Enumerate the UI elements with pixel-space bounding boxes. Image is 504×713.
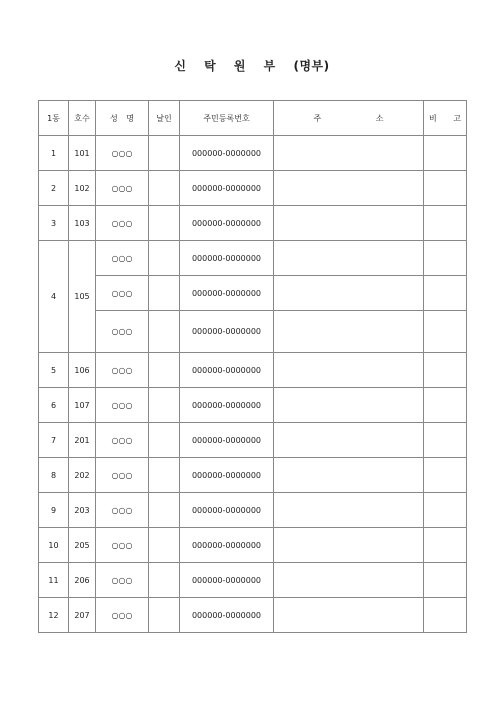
member-name: ○○○ — [96, 528, 149, 563]
header-id-number: 주민등록번호 — [180, 101, 274, 136]
seal-cell — [149, 563, 180, 598]
seal-cell — [149, 276, 180, 311]
member-name: ○○○ — [96, 563, 149, 598]
document-title: 신 탁 원 부 (명부) — [174, 59, 330, 73]
note-cell — [424, 276, 467, 311]
table-row — [39, 136, 467, 171]
header-address: 주 소 — [274, 101, 424, 136]
id-number: 000000-0000000 — [180, 353, 274, 388]
row-index: 11 — [39, 563, 69, 598]
member-name: ○○○ — [96, 458, 149, 493]
seal-cell — [149, 241, 180, 276]
table-row — [39, 458, 467, 493]
seal-cell — [149, 388, 180, 423]
unit-number: 206 — [69, 563, 96, 598]
address-cell — [274, 423, 424, 458]
id-number: 000000-0000000 — [180, 458, 274, 493]
member-name: ○○○ — [96, 241, 149, 276]
note-cell — [424, 598, 467, 633]
note-cell — [424, 171, 467, 206]
seal-cell — [149, 423, 180, 458]
table-row — [39, 276, 467, 311]
seal-cell — [149, 136, 180, 171]
address-cell — [274, 458, 424, 493]
address-cell — [274, 598, 424, 633]
address-cell — [274, 206, 424, 241]
header-name: 성 명 — [96, 101, 149, 136]
id-number: 000000-0000000 — [180, 388, 274, 423]
id-number: 000000-0000000 — [180, 493, 274, 528]
row-index: 1 — [39, 136, 69, 171]
member-name: ○○○ — [96, 276, 149, 311]
unit-number: 102 — [69, 171, 96, 206]
note-cell — [424, 493, 467, 528]
seal-cell — [149, 171, 180, 206]
row-index: 2 — [39, 171, 69, 206]
table-row — [39, 423, 467, 458]
header-seal: 날인 — [149, 101, 180, 136]
address-cell — [274, 241, 424, 276]
note-cell — [424, 563, 467, 598]
table-row — [39, 171, 467, 206]
unit-number: 202 — [69, 458, 96, 493]
table-row — [39, 563, 467, 598]
member-name: ○○○ — [96, 388, 149, 423]
member-name: ○○○ — [96, 423, 149, 458]
header-unit: 호수 — [69, 101, 96, 136]
address-cell — [274, 563, 424, 598]
table-row — [39, 493, 467, 528]
unit-number: 103 — [69, 206, 96, 241]
member-name: ○○○ — [96, 493, 149, 528]
address-cell — [274, 276, 424, 311]
member-name: ○○○ — [96, 311, 149, 353]
note-cell — [424, 353, 467, 388]
member-name: ○○○ — [96, 171, 149, 206]
member-name: ○○○ — [96, 206, 149, 241]
trust-register-table — [38, 100, 467, 633]
row-index: 7 — [39, 423, 69, 458]
row-index: 10 — [39, 528, 69, 563]
id-number: 000000-0000000 — [180, 423, 274, 458]
table-row — [39, 528, 467, 563]
id-number: 000000-0000000 — [180, 311, 274, 353]
unit-number: 106 — [69, 353, 96, 388]
seal-cell — [149, 311, 180, 353]
table-row — [39, 353, 467, 388]
address-cell — [274, 528, 424, 563]
address-cell — [274, 353, 424, 388]
row-index: 8 — [39, 458, 69, 493]
seal-cell — [149, 493, 180, 528]
table-row — [39, 311, 467, 353]
id-number: 000000-0000000 — [180, 136, 274, 171]
table-row — [39, 598, 467, 633]
row-index: 9 — [39, 493, 69, 528]
id-number: 000000-0000000 — [180, 598, 274, 633]
seal-cell — [149, 598, 180, 633]
table-row — [39, 206, 467, 241]
id-number: 000000-0000000 — [180, 171, 274, 206]
header-index: 1동 — [39, 101, 69, 136]
note-cell — [424, 241, 467, 276]
note-cell — [424, 423, 467, 458]
row-index: 12 — [39, 598, 69, 633]
unit-number: 207 — [69, 598, 96, 633]
header-row — [39, 101, 467, 136]
id-number: 000000-0000000 — [180, 206, 274, 241]
unit-number: 205 — [69, 528, 96, 563]
unit-number: 201 — [69, 423, 96, 458]
unit-number: 203 — [69, 493, 96, 528]
seal-cell — [149, 353, 180, 388]
id-number: 000000-0000000 — [180, 528, 274, 563]
note-cell — [424, 311, 467, 353]
id-number: 000000-0000000 — [180, 276, 274, 311]
seal-cell — [149, 528, 180, 563]
id-number: 000000-0000000 — [180, 563, 274, 598]
row-index: 4 — [39, 241, 69, 353]
address-cell — [274, 136, 424, 171]
note-cell — [424, 136, 467, 171]
unit-number: 105 — [69, 241, 96, 353]
seal-cell — [149, 458, 180, 493]
address-cell — [274, 388, 424, 423]
member-name: ○○○ — [96, 136, 149, 171]
unit-number: 101 — [69, 136, 96, 171]
table-row — [39, 388, 467, 423]
header-note: 비 고 — [424, 101, 467, 136]
note-cell — [424, 458, 467, 493]
row-index: 6 — [39, 388, 69, 423]
note-cell — [424, 388, 467, 423]
row-index: 3 — [39, 206, 69, 241]
row-index: 5 — [39, 353, 69, 388]
table-row — [39, 241, 467, 276]
note-cell — [424, 528, 467, 563]
address-cell — [274, 493, 424, 528]
member-name: ○○○ — [96, 353, 149, 388]
unit-number: 107 — [69, 388, 96, 423]
id-number: 000000-0000000 — [180, 241, 274, 276]
member-name: ○○○ — [96, 598, 149, 633]
address-cell — [274, 171, 424, 206]
address-cell — [274, 311, 424, 353]
note-cell — [424, 206, 467, 241]
seal-cell — [149, 206, 180, 241]
